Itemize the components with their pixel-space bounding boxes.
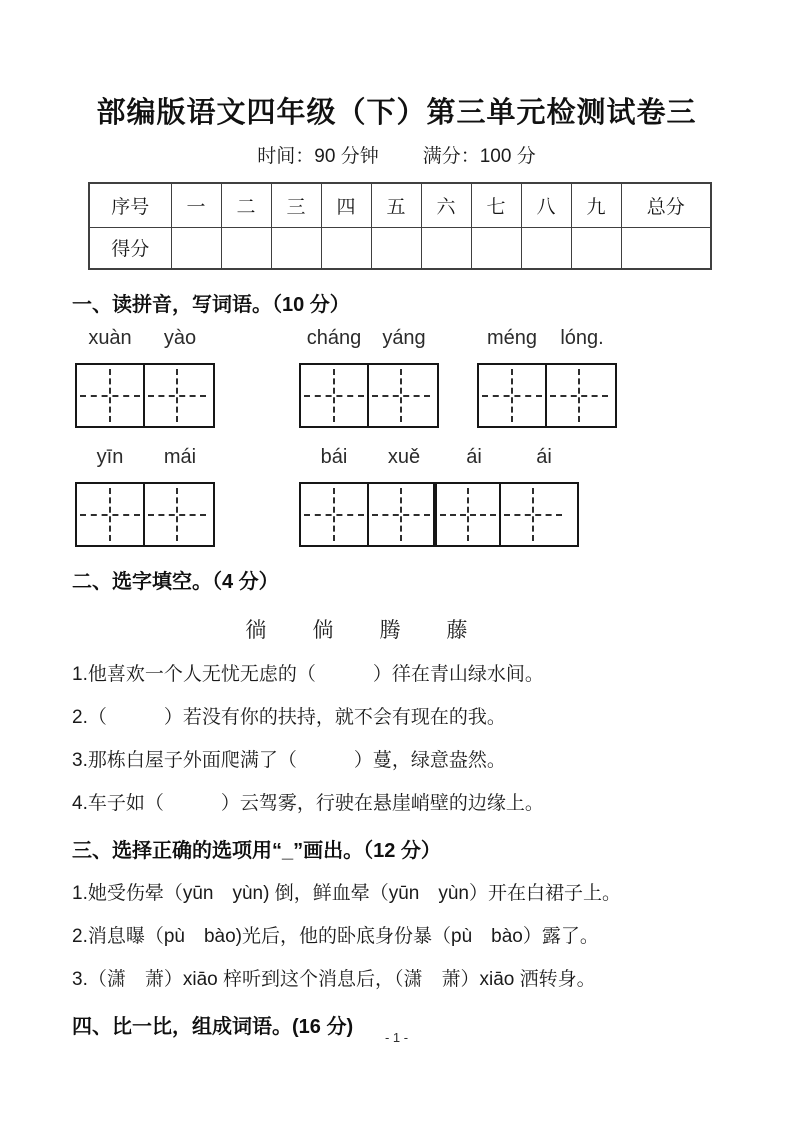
word-block-changyang	[299, 327, 439, 428]
section4-heading: 四、比一比，组成词语。(16 分)	[72, 1016, 354, 1038]
score-table-header-cell: 序号	[89, 183, 171, 227]
fill-blank-item: 3.那栋白屋子外面爬满了（ ）蔓，绿意盎然。	[72, 750, 506, 771]
writing-grid-cell	[479, 365, 545, 426]
writing-grid	[75, 363, 215, 428]
score-table-header-cell: 总分	[621, 183, 711, 227]
pronunciation-choice-item: 3.（潇 萧）xiāo 梓听到这个消息后，（潇 萧）xiāo 洒转身。	[72, 969, 596, 990]
section1-heading: 一、读拼音，写词语。（10 分）	[72, 294, 350, 316]
pinyin-syllable: mái	[163, 446, 197, 468]
section2-heading: 二、选字填空。（4 分）	[72, 571, 279, 593]
writing-row-1	[75, 327, 793, 428]
writing-row-2	[75, 446, 793, 547]
fill-blank-item: 1.他喜欢一个人无忧无虑的（ ）徉在青山绿水间。	[72, 664, 544, 685]
score-table-header-cell: 五	[371, 183, 421, 227]
pronunciation-choice-item: 2.消息曝（pù bào)光后，他的卧底身份暴（pù bào）露了。	[72, 926, 599, 947]
full-score-label: 满分：100 分	[422, 146, 536, 167]
word-block-menglong	[477, 327, 617, 428]
option-character: 腾	[379, 619, 401, 642]
page-number: - 1 -	[384, 1030, 409, 1045]
score-cell-empty	[621, 227, 711, 269]
pinyin-label	[299, 446, 579, 469]
pinyin-label	[299, 327, 439, 350]
pinyin-syllable: yào	[163, 327, 197, 349]
score-cell-empty	[521, 227, 571, 269]
writing-grid-cell	[499, 484, 565, 545]
writing-grid-cell	[143, 484, 209, 545]
score-cell-empty	[421, 227, 471, 269]
score-table-header-cell: 四	[321, 183, 371, 227]
score-table-score-row	[89, 227, 711, 269]
writing-grid	[299, 482, 579, 547]
section3-heading: 三、选择正确的选项用“_”画出。（12 分）	[72, 840, 441, 862]
writing-grid	[75, 482, 215, 547]
option-character: 倘	[312, 619, 334, 642]
pinyin-syllable: ái	[536, 446, 552, 468]
writing-grid	[477, 363, 617, 428]
score-cell-empty	[571, 227, 621, 269]
time-limit-label: 时间：90 分钟	[257, 146, 379, 167]
score-table-header-cell: 一	[171, 183, 221, 227]
pinyin-label	[477, 327, 617, 350]
pinyin-syllable: méng	[486, 327, 538, 349]
score-table-header-cell: 三	[271, 183, 321, 227]
character-options	[0, 614, 753, 644]
score-cell-empty	[221, 227, 271, 269]
pinyin-label	[75, 327, 215, 350]
pinyin-syllable: cháng	[306, 327, 362, 349]
paper-subtitle	[0, 141, 793, 168]
writing-grid-cell	[77, 484, 143, 545]
word-block-baixueaiai	[299, 446, 579, 547]
option-character: 藤	[446, 619, 468, 642]
word-block-yinmai	[75, 446, 215, 547]
writing-grid-cell	[143, 365, 209, 426]
score-table-header-cell: 九	[571, 183, 621, 227]
writing-grid-cell	[545, 365, 611, 426]
writing-grid-cell	[301, 484, 367, 545]
pinyin-writing-exercise	[75, 327, 793, 547]
pinyin-syllable: yīn	[96, 446, 124, 468]
pronunciation-choice-item: 1.她受伤晕（yūn yùn) 倒，鲜血晕（yūn yùn）开在白裙子上。	[72, 883, 621, 904]
pinyin-syllable: ái	[466, 446, 482, 468]
pinyin-syllable: xuě	[387, 446, 421, 468]
writing-grid-cell	[433, 484, 499, 545]
score-row-label: 得分	[89, 227, 171, 269]
pinyin-syllable: yáng	[382, 327, 426, 349]
pinyin-label	[75, 446, 215, 469]
pinyin-syllable: bái	[320, 446, 348, 468]
score-table-header-cell: 七	[471, 183, 521, 227]
score-cell-empty	[321, 227, 371, 269]
writing-grid	[299, 363, 439, 428]
writing-grid-cell	[367, 365, 433, 426]
score-cell-empty	[171, 227, 221, 269]
pinyin-syllable: lóng.	[560, 327, 604, 349]
score-cell-empty	[271, 227, 321, 269]
fill-blank-item: 2.（ ）若没有你的扶持，就不会有现在的我。	[72, 707, 506, 728]
word-block-xuanyao	[75, 327, 215, 428]
score-table	[88, 182, 712, 270]
fill-blank-item: 4.车子如（ ）云驾雾，行驶在悬崖峭壁的边缘上。	[72, 793, 544, 814]
page-title: 部编版语文四年级（下）第三单元检测试卷三	[96, 97, 697, 129]
score-table-header-row	[89, 183, 711, 227]
score-cell-empty	[371, 227, 421, 269]
writing-grid-cell	[367, 484, 433, 545]
writing-grid-cell	[77, 365, 143, 426]
score-cell-empty	[471, 227, 521, 269]
score-table-header-cell: 八	[521, 183, 571, 227]
option-character: 徜	[245, 619, 267, 642]
writing-grid-cell	[301, 365, 367, 426]
score-table-header-cell: 六	[421, 183, 471, 227]
score-table-header-cell: 二	[221, 183, 271, 227]
pinyin-syllable: xuàn	[88, 327, 132, 349]
